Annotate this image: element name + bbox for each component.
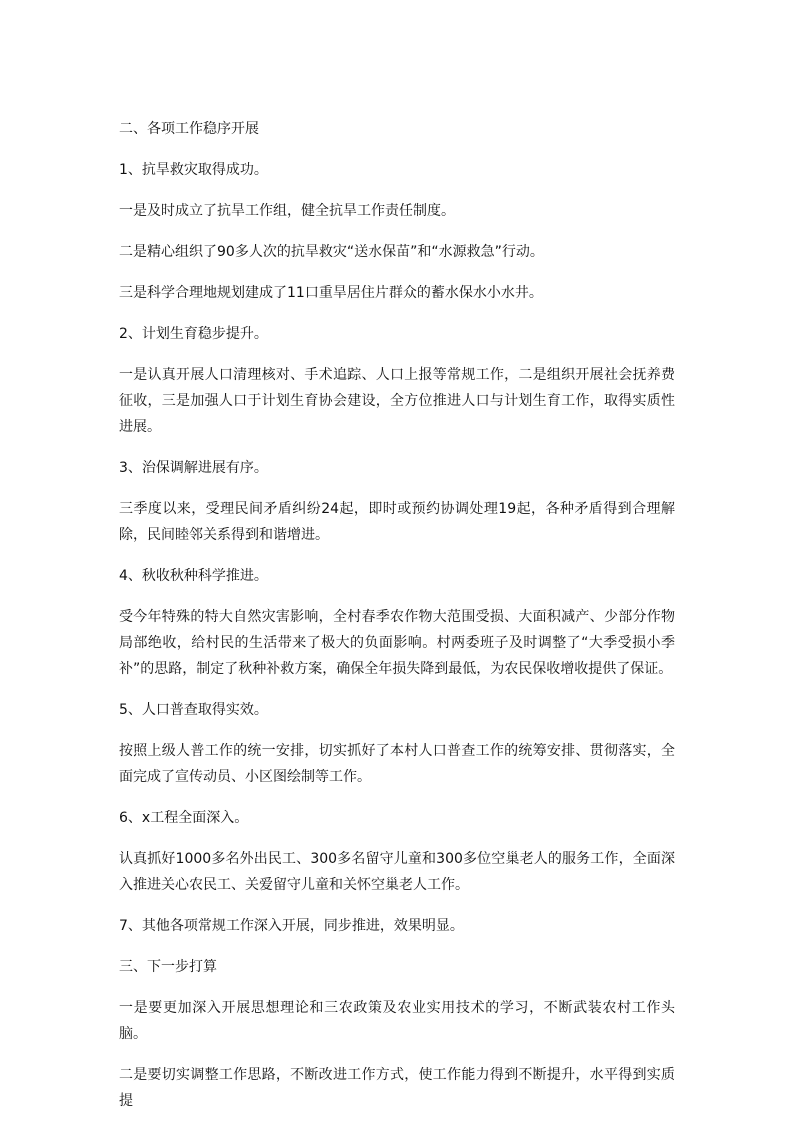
subsection-heading: 7、其他各项常规工作深入开展，同步推进，效果明显。	[119, 918, 464, 934]
subsection-heading: 6、x工程全面深入。	[119, 810, 249, 826]
subsection-heading: 4、秋收秋种科学推进。	[119, 568, 268, 584]
subsection-heading: 3、治保调解进展有序。	[119, 460, 268, 476]
subsection-heading: 1、抗旱救灾取得成功。	[119, 162, 268, 178]
body-paragraph: 按照上级人普工作的统一安排，切实抓好了本村人口普查工作的统筹安排、贯彻落实，全面完成了宣传动员、小区图绘制等工作。	[119, 743, 675, 785]
section-heading: 二、各项工作稳序开展	[119, 121, 259, 137]
body-paragraph: 二是精心组织了90多人次的抗旱救灾“送水保苗”和“水源救急”行动。	[119, 244, 544, 260]
body-paragraph: 一是认真开展人口清理核对、手术追踪、人口上报等常规工作，二是组织开展社会抚养费征收，三是加强人口于计划生育协会建设，全方位推进人口与计划生育工作，取得实质性进展。	[119, 367, 675, 435]
subsection-heading: 2、计划生育稳步提升。	[119, 326, 268, 342]
body-paragraph: 受今年特殊的特大自然灾害影响，全村春季农作物大范围受损、大面积减产、少部分作物局部绝收，给村民的生活带来了极大的负面影响。村两委班子及时调整了“大季受损小季补”的思路，制定了秋种补救方案，确保全年损失降到最低，为农民保收增收提供了保证。	[119, 609, 675, 677]
body-paragraph: 三季度以来，受理民间矛盾纠纷24起，即时或预约协调处理19起，各种矛盾得到合理解除，民间睦邻关系得到和谐增进。	[119, 501, 675, 543]
section-heading: 三、下一步打算	[119, 959, 217, 975]
subsection-heading: 5、人口普查取得实效。	[119, 702, 268, 718]
body-paragraph: 三是科学合理地规划建成了11口重旱居住片群众的蓄水保水小水井。	[119, 285, 543, 301]
body-paragraph: 一是及时成立了抗旱工作组，健全抗旱工作责任制度。	[119, 203, 455, 219]
body-paragraph: 认真抓好1000多名外出民工、300多名留守儿童和300多位空巢老人的服务工作，全面深入推进关心农民工、关爱留守儿童和关怀空巢老人工作。	[119, 851, 675, 893]
body-paragraph: 一是要更加深入开展思想理论和三农政策及农业实用技术的学习，不断武装农村工作头脑。	[119, 1000, 675, 1042]
body-paragraph: 二是要切实调整工作思路，不断改进工作方式，使工作能力得到不断提升，水平得到实质提	[119, 1067, 675, 1109]
document-body	[119, 116, 675, 1114]
